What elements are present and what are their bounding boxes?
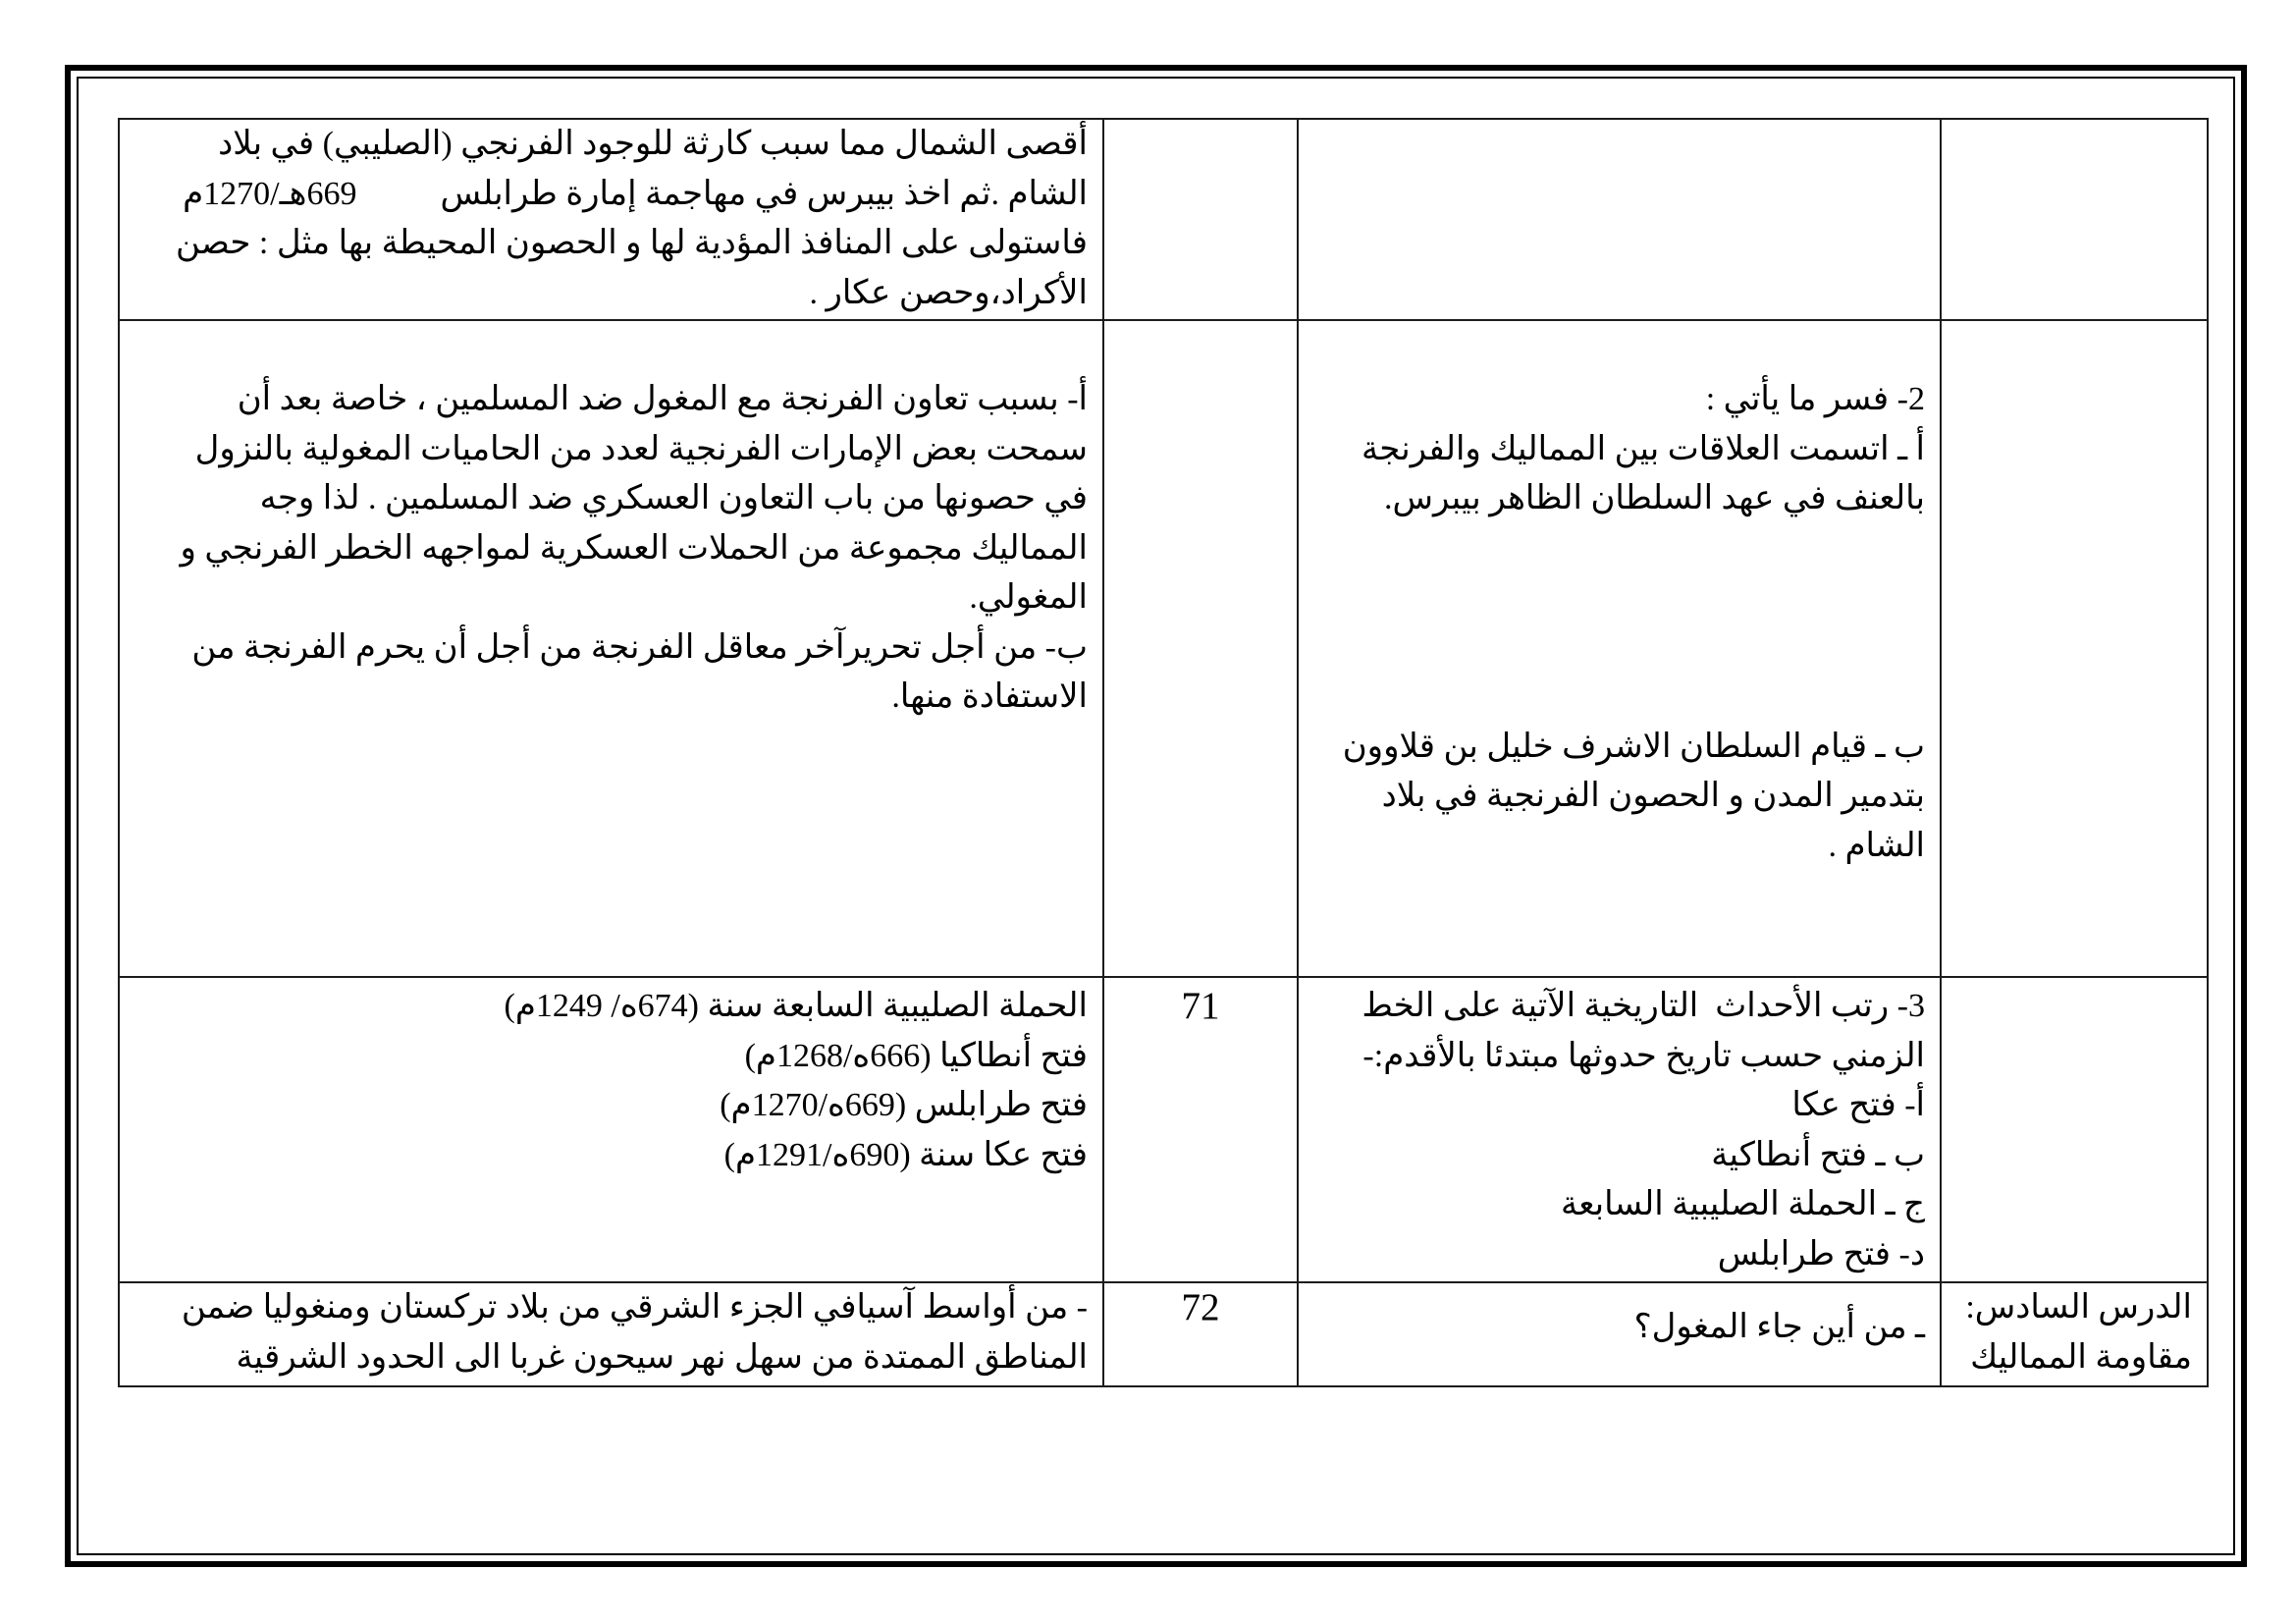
question-line: ـ من أين جاء المغول؟ (1633, 1309, 1925, 1345)
lesson-cell (1941, 1282, 2208, 1386)
question-cell (1298, 119, 1941, 320)
answer-line: فتح طرابلس (669ه/1270م) (720, 1087, 1088, 1123)
answer-line: أقصى الشمال مما سبب كارثة للوجود الفرنجي (الصليبي) في بلاد (218, 126, 1088, 162)
question-line: ب ـ فتح أنطاكية (1711, 1136, 1925, 1173)
answer-cell (119, 320, 1103, 977)
answer-line: في حصونها من باب التعاون العسكري ضد المسلمين . لذا وجه (259, 480, 1088, 516)
question-line: أ ـ اتسمت العلاقات بين المماليك والفرنجة (1362, 430, 1925, 467)
lesson-cell (1941, 977, 2208, 1282)
answer-line: الأكراد،وحصن عكار . (809, 274, 1088, 311)
question-line: أ- فتح عكا (1791, 1087, 1925, 1123)
answer-line: ب- من أجل تحريرآخر معاقل الفرنجة من أجل أن يحرم الفرنجة من (191, 628, 1088, 666)
page-number: 72 (1181, 1286, 1220, 1328)
table-row (119, 320, 2208, 977)
answer-line: فتح عكا سنة (690ه/1291م) (723, 1136, 1088, 1173)
question-line: ج ـ الحملة الصليبية السابعة (1561, 1186, 1925, 1222)
question-cell (1298, 977, 1941, 1282)
table-row (119, 1282, 2208, 1386)
answer-line: أ- بسبب تعاون الفرنجة مع المغول ضد المسلمين ، خاصة بعد أن (237, 381, 1088, 417)
answer-cell (119, 119, 1103, 320)
question-cell (1298, 320, 1941, 977)
question-line: بالعنف في عهد السلطان الظاهر بيبرس. (1383, 480, 1925, 516)
page-cell (1103, 320, 1298, 977)
lesson-line: مقاومة المماليك (1970, 1338, 2192, 1376)
answer-line: المناطق الممتدة من سهل نهر سيحون غربا الى الحدود الشرقية (236, 1338, 1088, 1376)
page-cell (1103, 1282, 1298, 1386)
answer-cell (119, 1282, 1103, 1386)
lesson-cell (1941, 320, 2208, 977)
lesson-text (1956, 1283, 2192, 1382)
questions-answers-table (118, 118, 2209, 1387)
table-row (119, 119, 2208, 320)
page-cell (1103, 119, 1298, 320)
page-number: 71 (1181, 985, 1220, 1027)
answer-line: المغولي. (969, 579, 1088, 616)
paragraph-gap (1313, 524, 1925, 723)
question-line: بتدمير المدن و الحصون الفرنجية في بلاد (1381, 778, 1925, 814)
answer-text (134, 321, 1088, 723)
question-line: الزمني حسب تاريخ حدوثها مبتدئا بالأقدم:- (1362, 1037, 1925, 1074)
answer-text (134, 1283, 1088, 1382)
answer-cell (119, 977, 1103, 1282)
page-number-wrap (1119, 978, 1282, 1032)
answer-line: - من أواسط آسيافي الجزء الشرقي من بلاد تركستان ومنغوليا ضمن (181, 1289, 1088, 1326)
answer-line: فتح أنطاكيا (666ه/1268م) (744, 1037, 1088, 1074)
answer-line: الشام .ثم اخذ بيبرس في مهاجمة إمارة طرابلس 669هـ/1270م (183, 175, 1088, 212)
answer-line: المماليك مجموعة من الحملات العسكرية لمواجهه الخطر الفرنجي و (180, 529, 1088, 567)
question-text (1313, 1283, 1925, 1353)
question-line: 3- رتب الأحداث التاريخية الآتية على الخط (1362, 988, 1925, 1024)
answer-text (134, 120, 1088, 318)
question-line: ب ـ قيام السلطان الاشرف خليل بن قلاوون (1342, 728, 1925, 765)
question-text (1313, 978, 1925, 1279)
lesson-cell (1941, 119, 2208, 320)
answer-line: الحملة الصليبية السابعة سنة (674ه/ 1249م) (504, 988, 1088, 1024)
question-line: 2- فسر ما يأتي : (1705, 381, 1925, 417)
question-line: الشام . (1828, 827, 1925, 864)
answer-line: سمحت بعض الإمارات الفرنجية لعدد من الحاميات المغولية بالنزول (194, 430, 1088, 467)
page-number-wrap (1119, 1283, 1282, 1333)
question-cell (1298, 1282, 1941, 1386)
answer-text (134, 978, 1088, 1180)
answer-line: فاستولى على المنافذ المؤدية لها و الحصون المحيطة بها مثل : حصن (176, 225, 1088, 261)
answer-line: الاستفادة منها. (891, 678, 1088, 715)
question-line: د- فتح طرابلس (1717, 1235, 1925, 1272)
table-row (119, 977, 2208, 1282)
page-cell (1103, 977, 1298, 1282)
question-text (1313, 321, 1925, 871)
lesson-line: الدرس السادس: (1965, 1289, 2192, 1326)
